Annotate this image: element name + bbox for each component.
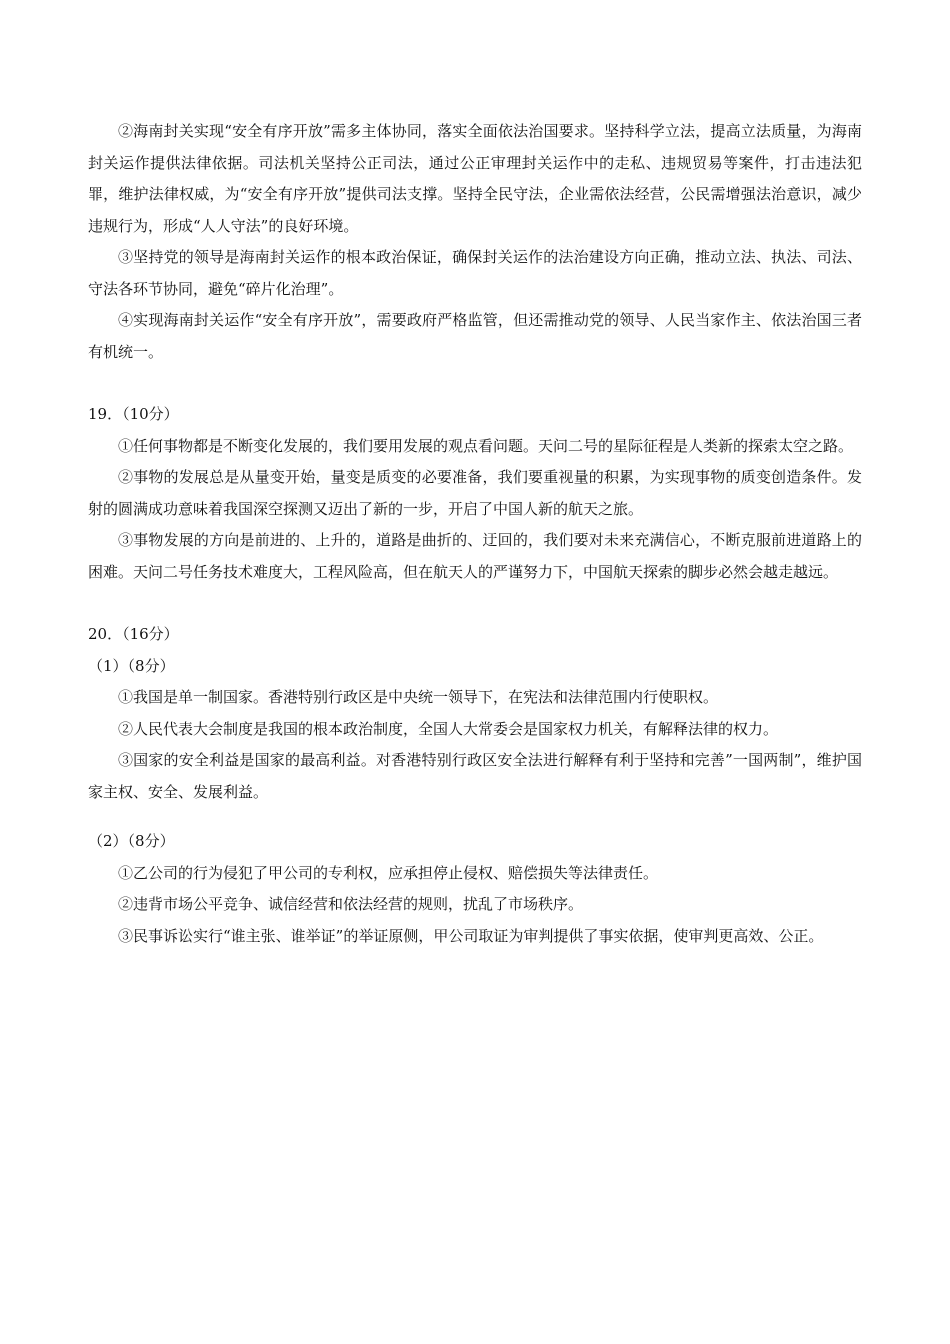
- question-20-heading: 20．（16分）: [88, 625, 179, 643]
- answer-20-2-point-1: ①乙公司的行为侵犯了甲公司的专利权，应承担停止侵权、赔偿损失等法律责任。: [118, 863, 659, 882]
- question-19-heading: 19．（10分）: [88, 405, 179, 423]
- answer-18-point-4: ④实现海南封关运作“安全有序开放”，需要政府严格监管，但还需推动党的领导、人民当家作主、依法治国三者有机统一。: [88, 311, 862, 361]
- answer-19: [88, 399, 862, 588]
- answer-20: [88, 619, 862, 952]
- answer-19-point-1: ①任何事物都是不断变化发展的，我们要用发展的观点看问题。天问二号的星际征程是人类新的探索太空之路。: [118, 436, 854, 455]
- answer-20-2-point-2: ②违背市场公平竞争、诚信经营和依法经营的规则，扰乱了市场秩序。: [118, 895, 584, 913]
- part-1-heading: （1）（8分）: [88, 656, 175, 675]
- answer-18-point-3: ③坚持党的领导是海南封关运作的根本政治保证，确保封关运作的法治建设方向正确，推动立法、执法、司法、守法各环节协同，避免“碎片化治理”。: [88, 248, 862, 298]
- answer-20-1-point-1: ①我国是单一制国家。香港特别行政区是中央统一领导下，在宪法和法律范围内行使职权。: [118, 688, 719, 706]
- answer-18-point-2: ②海南封关实现“安全有序开放”需多主体协同，落实全面依法治国要求。坚持科学立法，提高立法质量，为海南封关运作提供法律依据。司法机关坚持公正司法，通过公正审理封关运作中的走私、违规贸易等案件，打击违法犯罪，维护法律权威，为“安全有序开放”提供司法支撑。坚持全民守法，企业需依法经营，公民需增强法治意识，减少违规行为，形成“人人守法”的良好环境。: [88, 122, 862, 235]
- answer-18-continuation: [88, 116, 862, 368]
- answer-20-2-point-3: ③民事诉讼实行“谁主张、谁举证”的举证原侧，甲公司取证为审判提供了事实依据，使审判更高效、公正。: [118, 926, 824, 945]
- answer-20-part-2: [88, 826, 862, 952]
- answer-19-point-2: ②事物的发展总是从量变开始，量变是质变的必要准备，我们要重视量的积累，为实现事物的质变创造条件。发射的圆满成功意味着我国深空探测又迈出了新的一步，开启了中国人新的航天之旅。: [88, 468, 862, 518]
- answer-page: [88, 116, 862, 952]
- answer-19-point-3: ③事物发展的方向是前进的、上升的，道路是曲折的、迂回的，我们要对未来充满信心，不断克服前进道路上的困难。天问二号任务技术难度大，工程风险高，但在航天人的严谨努力下，中国航天探索的脚步必然会越走越远。: [88, 531, 862, 581]
- answer-20-part-1: [88, 651, 862, 809]
- answer-20-1-point-3: ③国家的安全利益是国家的最高利益。对香港特别行政区安全法进行解释有利于坚持和完善”一国两制”，维护国家主权、安全、发展利益。: [88, 751, 862, 801]
- part-2-heading: （2）（8分）: [88, 832, 175, 850]
- answer-20-1-point-2: ②人民代表大会制度是我国的根本政治制度，全国人大常委会是国家权力机关，有解释法律的权力。: [118, 719, 779, 738]
